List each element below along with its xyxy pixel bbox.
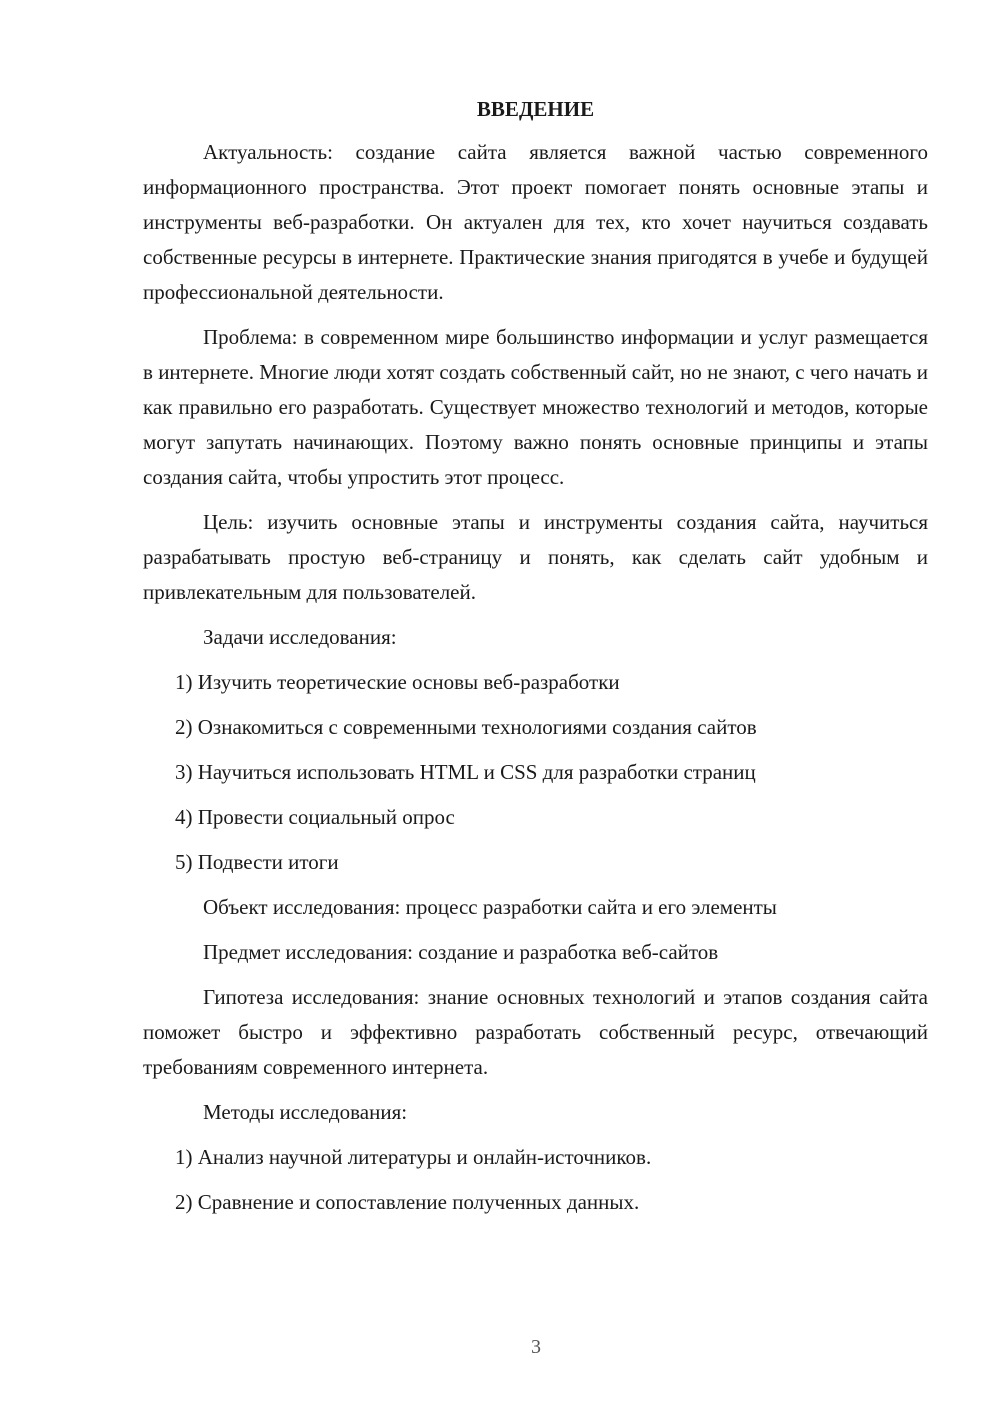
section-title: ВВЕДЕНИЕ xyxy=(476,97,595,121)
task-item: 3) Научиться использовать HTML и CSS для разработки страниц xyxy=(175,760,756,784)
task-item: 2) Ознакомиться с современными технологиями создания сайтов xyxy=(175,715,757,739)
method-item: 1) Анализ научной литературы и онлайн-источников. xyxy=(175,1145,652,1169)
task-item: 5) Подвести итоги xyxy=(175,850,339,874)
task-item: 1) Изучить теоретические основы веб-разработки xyxy=(175,670,620,694)
method-item: 2) Сравнение и сопоставление полученных данных. xyxy=(175,1190,640,1214)
page-content xyxy=(143,92,928,1230)
task-item: 4) Провести социальный опрос xyxy=(175,805,455,829)
methods-heading: Методы исследования: xyxy=(203,1100,408,1124)
subject-paragraph: Предмет исследования: создание и разработка веб-сайтов xyxy=(203,940,719,964)
goal-paragraph: Цель: изучить основные этапы и инструменты создания сайта, научиться разрабатывать простую веб-страницу и понять, как сделать сайт удобным и привлекательным для пользователей. xyxy=(143,510,928,604)
problem-paragraph: Проблема: в современном мире большинство информации и услуг размещается в интернете. Многие люди хотят создать собственный сайт, но не знают, с чего начать и как правильно его разработать. Существует множество технологий и методов, которые могут запутать начинающих. Поэтому важно понять основные принципы и этапы создания сайта, чтобы упростить этот процесс. xyxy=(143,325,928,489)
hypothesis-paragraph: Гипотеза исследования: знание основных технологий и этапов создания сайта поможет быстро и эффективно разработать собственный ресурс, отвечающий требованиям современного интернета. xyxy=(143,985,928,1079)
object-paragraph: Объект исследования: процесс разработки сайта и его элементы xyxy=(203,895,777,919)
relevance-paragraph: Актуальность: создание сайта является важной частью современного информационного пространства. Этот проект помогает понять основные этапы и инструменты веб-разработки. Он актуален для тех, кто хочет научиться создавать собственные ресурсы в интернете. Практические знания пригодятся в учебе и будущей профессиональной деятельности. xyxy=(143,140,928,304)
tasks-heading: Задачи исследования: xyxy=(203,625,397,649)
page-number: 3 xyxy=(531,1336,541,1358)
